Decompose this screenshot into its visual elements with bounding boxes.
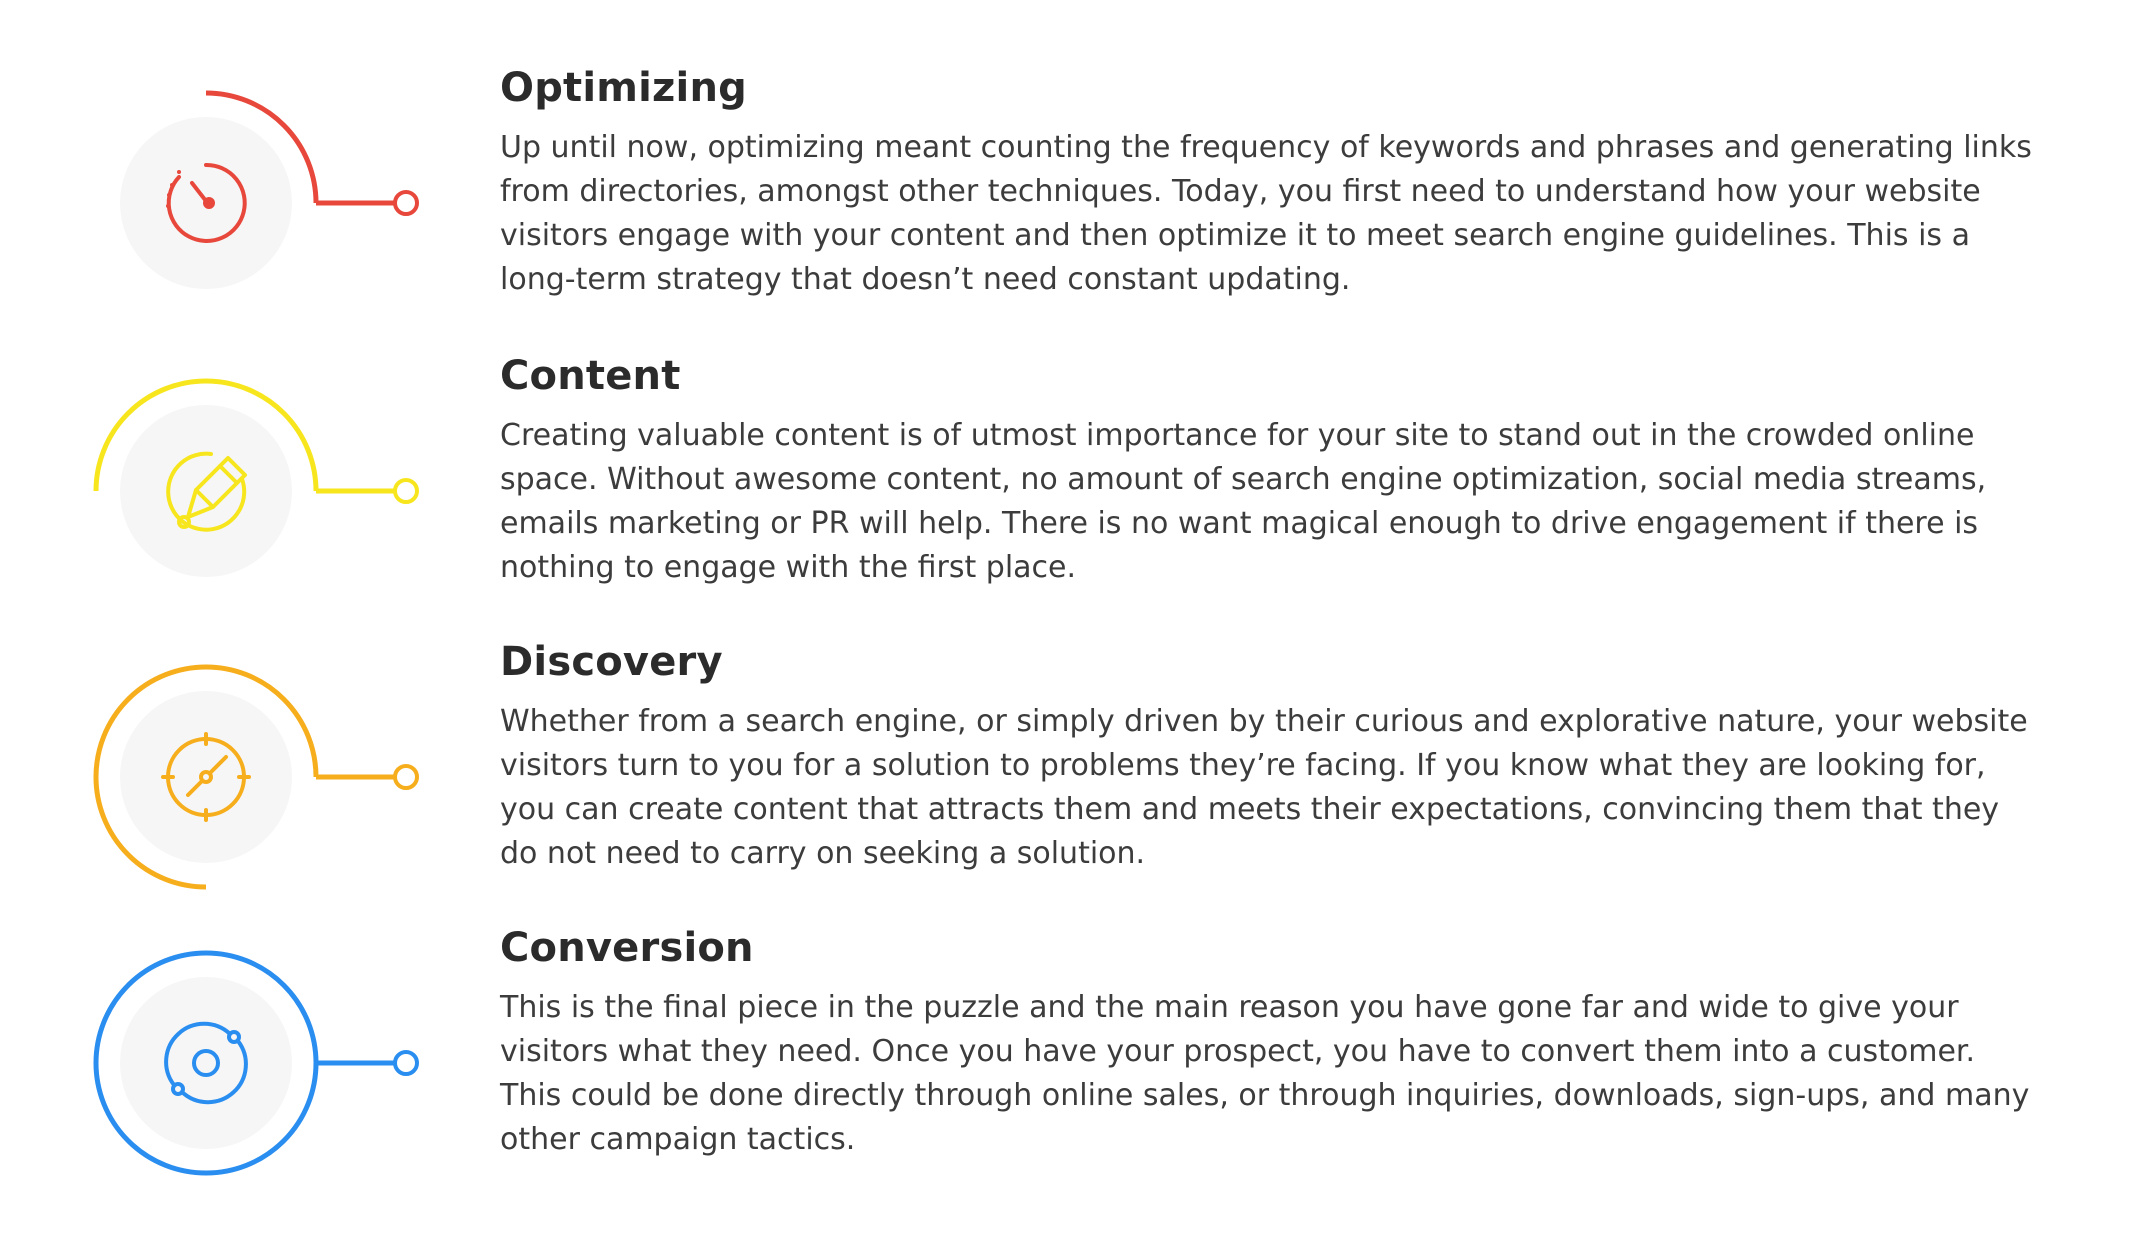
conversion-ring-graphic	[80, 920, 440, 1206]
step-content-text	[500, 348, 2060, 590]
step-optimizing-text	[500, 60, 2060, 302]
step-optimizing-graphic	[80, 60, 440, 346]
step-conversion-text	[500, 920, 2060, 1162]
step-description: Creating valuable content is of utmost importance for your site to stand out in the crowded online space. Without awesome content, no amount of search engine optimization, social media streams, emails marketing or PR will help. There is no want magical enough to drive engagement if there is nothing to engage with the first place.	[500, 418, 1987, 585]
content-ring-graphic	[80, 348, 440, 634]
discovery-ring-graphic	[80, 634, 440, 920]
connector-node	[395, 192, 417, 214]
step-discovery	[0, 634, 2135, 920]
step-title: Discovery	[500, 639, 723, 685]
step-title: Conversion	[500, 925, 754, 971]
step-title: Content	[500, 353, 681, 399]
step-content	[0, 348, 2135, 634]
step-content-graphic	[80, 348, 440, 634]
step-description: This is the final piece in the puzzle and the main reason you have gone far and wide to give your visitors what they need. Once you have your prospect, you have to convert them into a customer. This could be done directly through online sales, or through inquiries, downloads, sign-ups, and many other campaign tactics.	[500, 990, 2030, 1157]
connector-node	[395, 1052, 417, 1074]
step-description: Up until now, optimizing meant counting the frequency of keywords and phrases and generating links from directories, amongst other techniques. Today, you first need to understand how your website visitors engage with your content and then optimize it to meet search engine guidelines. This is a long-term strategy that doesn’t need constant updating.	[500, 130, 2032, 297]
step-optimizing	[0, 60, 2135, 346]
step-description: Whether from a search engine, or simply driven by their curious and explorative nature, your website visitors turn to you for a solution to problems they’re facing. If you know what they are looking for, you can create content that attracts them and meets their expectations, convincing them that they do not need to carry on seeking a solution.	[500, 704, 2028, 871]
step-discovery-text	[500, 634, 2060, 876]
icon-circle-background	[120, 977, 292, 1149]
optimizing-ring-graphic	[80, 60, 440, 346]
step-conversion	[0, 920, 2135, 1206]
step-conversion-graphic	[80, 920, 440, 1206]
icon-circle-background	[120, 691, 292, 863]
connector-node	[395, 480, 417, 502]
icon-circle-background	[120, 405, 292, 577]
step-title: Optimizing	[500, 65, 747, 111]
connector-node	[395, 766, 417, 788]
step-discovery-graphic	[80, 634, 440, 920]
